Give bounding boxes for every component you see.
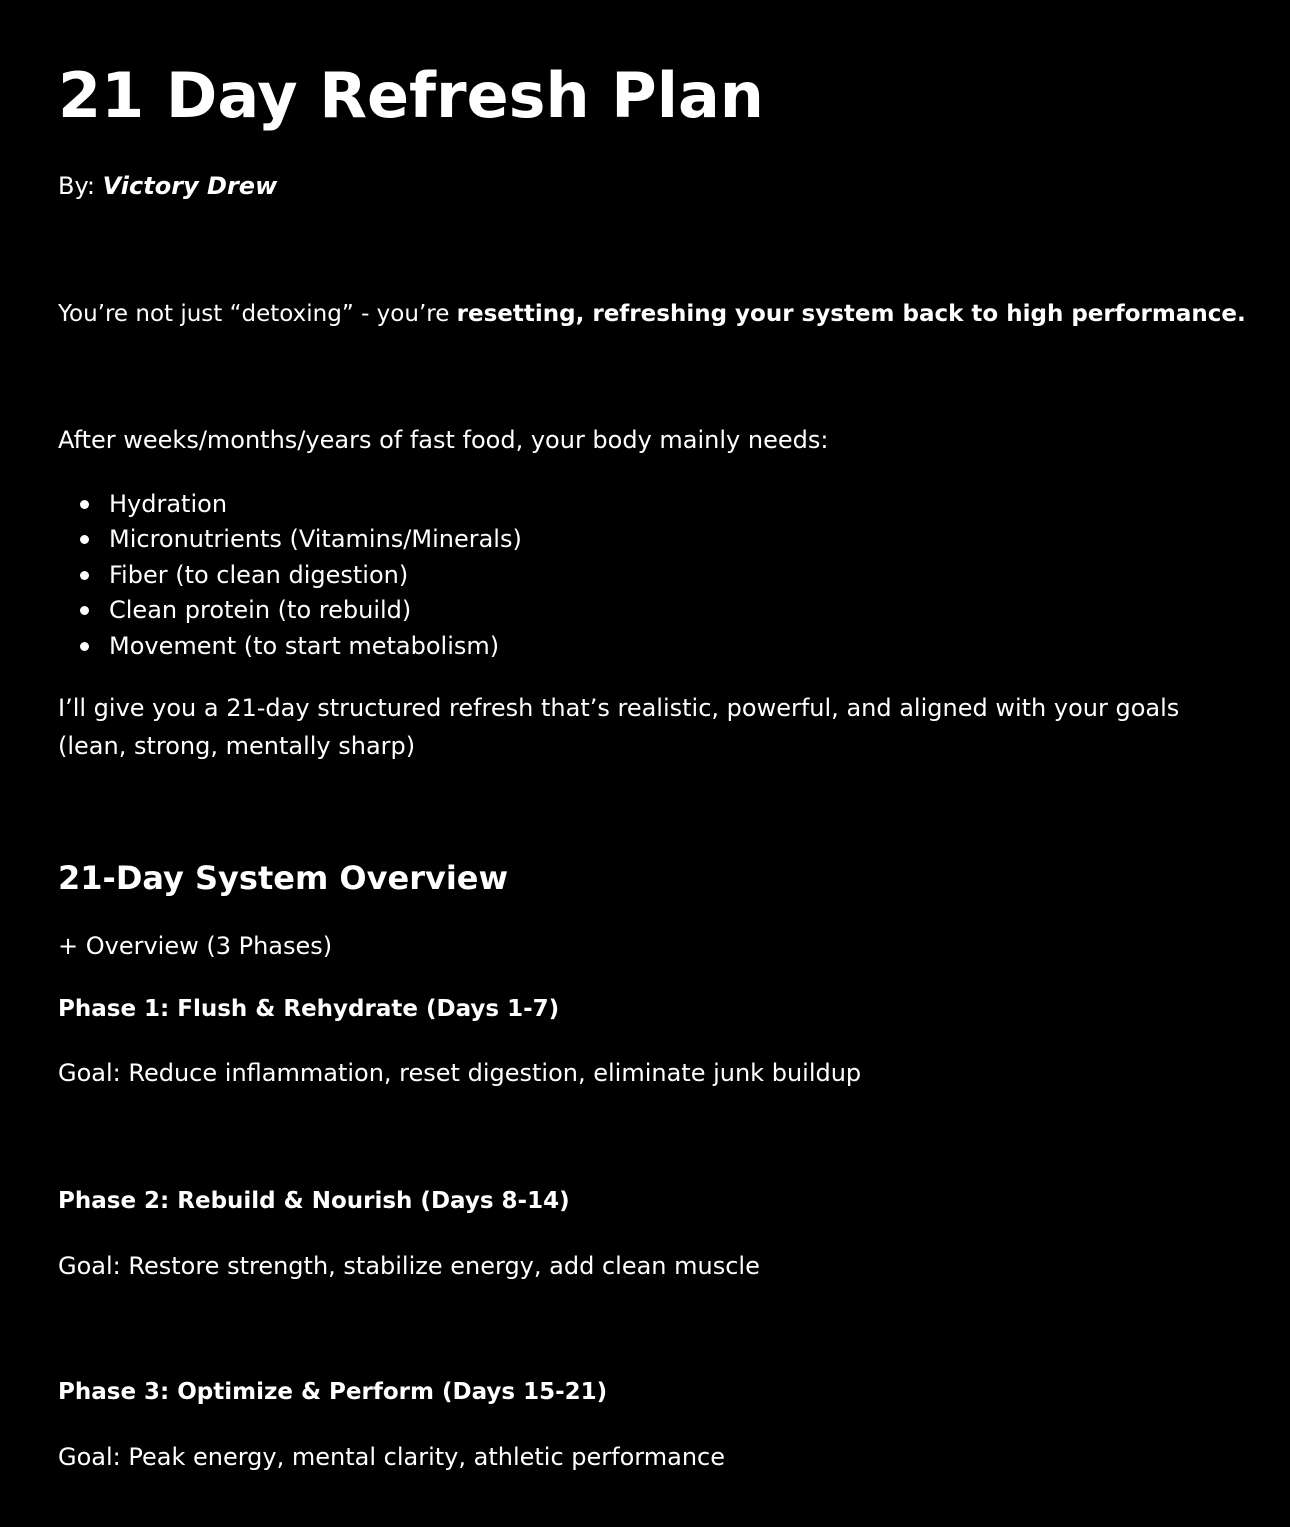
author-name: Victory Drew — [102, 172, 278, 200]
needs-list — [58, 487, 522, 664]
intro-bold-text: resetting, refreshing your system back to high performance. — [456, 301, 1246, 327]
list-item-label: Micronutrients (Vitamins/Minerals) — [109, 525, 522, 554]
list-item-label: Clean protein (to rebuild) — [109, 596, 412, 625]
phase-1-goal: Goal: Reduce inflammation, reset digestion, eliminate junk buildup — [58, 1059, 862, 1087]
bullet-icon — [80, 642, 89, 651]
list-item-label: Movement (to start metabolism) — [109, 631, 500, 660]
list-item-label: Fiber (to clean digestion) — [109, 560, 409, 589]
bullet-icon — [80, 535, 89, 544]
document-title: 21 Day Refresh Plan — [58, 59, 764, 132]
bullet-icon — [80, 500, 89, 509]
byline — [58, 170, 277, 202]
overview-heading: 21-Day System Overview — [58, 859, 509, 897]
bullet-icon — [80, 571, 89, 580]
list-item — [58, 629, 522, 664]
promise-paragraph: I’ll give you a 21-day structured refresh that’s realistic, powerful, and aligned with your goals (lean, strong, mentally sharp) — [58, 694, 1180, 760]
needs-lead-paragraph: After weeks/months/years of fast food, your body mainly needs: — [58, 426, 829, 454]
list-item — [58, 558, 522, 593]
byline-prefix: By: — [58, 172, 103, 200]
phase-1-title: Phase 1: Flush & Rehydrate (Days 1-7) — [58, 996, 560, 1022]
phase-3-title: Phase 3: Optimize & Perform (Days 15-21) — [58, 1379, 608, 1405]
list-item — [58, 487, 522, 522]
phase-2-goal: Goal: Restore strength, stabilize energy, add clean muscle — [58, 1252, 760, 1280]
list-item — [58, 522, 522, 557]
overview-note: + Overview (3 Phases) — [58, 932, 333, 960]
intro-paragraph — [58, 297, 1246, 331]
list-item — [58, 593, 522, 628]
bullet-icon — [80, 606, 89, 615]
intro-plain-text: You’re not just “detoxing” - you’re — [58, 301, 457, 327]
list-item-label: Hydration — [109, 490, 228, 518]
phase-3-goal: Goal: Peak energy, mental clarity, athletic performance — [58, 1443, 725, 1471]
phase-2-title: Phase 2: Rebuild & Nourish (Days 8-14) — [58, 1188, 570, 1214]
